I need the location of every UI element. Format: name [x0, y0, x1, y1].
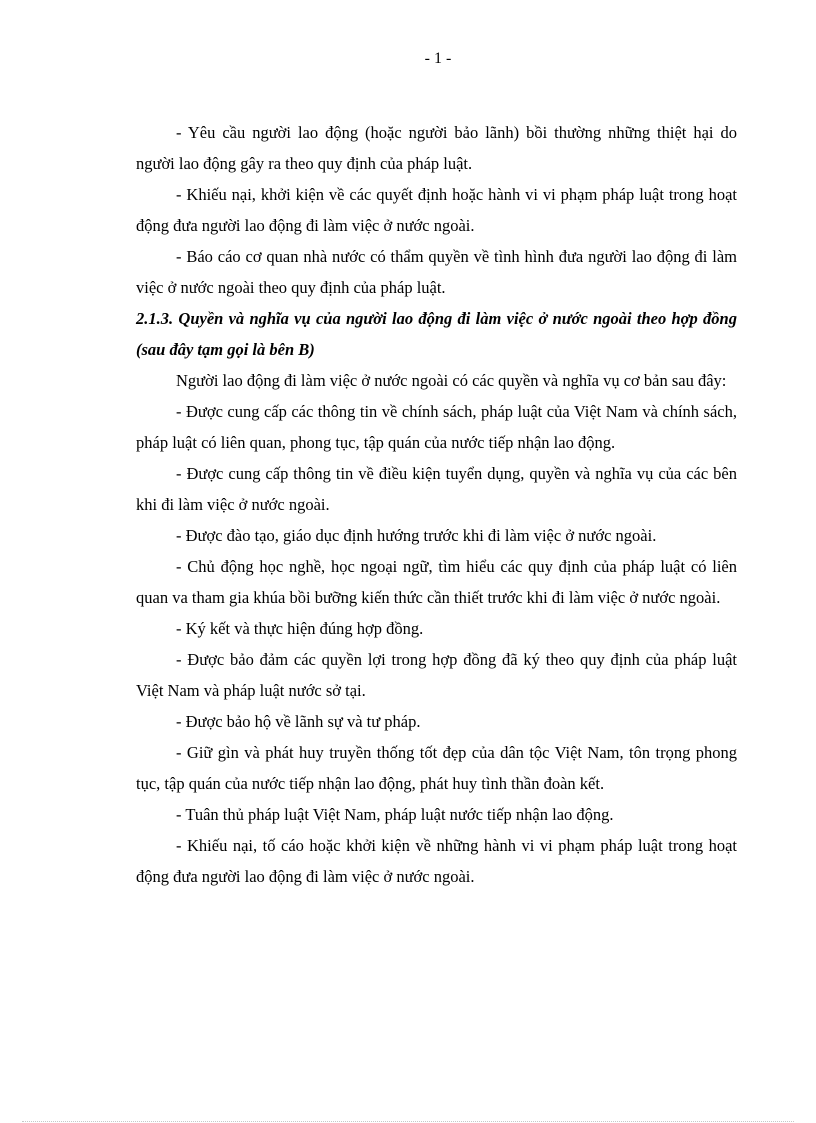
paragraph-right-consular: - Được bảo hộ về lãnh sự và tư pháp.	[176, 712, 421, 731]
page-number: - 1 -	[424, 50, 452, 67]
paragraph-right-training: - Được đào tạo, giáo dục định hướng trước khi đi làm việc ở nước ngoài.	[176, 526, 657, 545]
paragraph-duty-law: - Tuân thủ pháp luật Việt Nam, pháp luật nước tiếp nhận lao động.	[176, 805, 614, 824]
paragraph-right-policy-info: - Được cung cấp các thông tin về chính sách, pháp luật của Việt Nam và chính sách, pháp luật có liên quan, phong tục, tập quán của nước tiếp nhận lao động.	[136, 402, 737, 452]
paragraph-intro: Người lao động đi làm việc ở nước ngoài có các quyền và nghĩa vụ cơ bản sau đây:	[176, 371, 727, 390]
paragraph-duty-learning: - Chủ động học nghề, học ngoại ngữ, tìm hiểu các quy định của pháp luật có liên quan va tham gia khúa bồi bưỡng kiến thức cần thiết trước khi đi làm việc ở nước ngoài.	[136, 557, 737, 607]
paragraph-employer-complaint: - Khiếu nại, khởi kiện về các quyết định hoặc hành vi vi phạm pháp luật trong hoạt động đưa người lao động đi làm việc ở nước ngoài.	[136, 185, 737, 235]
paragraph-duty-tradition: - Giữ gìn và phát huy truyền thống tốt đẹp của dân tộc Việt Nam, tôn trọng phong tục, tập quán của nước tiếp nhận lao động, phát huy tình thần đoàn kết.	[136, 743, 737, 793]
paragraph-duty-contract: - Ký kết và thực hiện đúng hợp đồng.	[176, 619, 424, 638]
paragraph-right-complaint: - Khiếu nại, tố cáo hoặc khởi kiện về những hành vi vi phạm pháp luật trong hoạt động đưa người lao động đi làm việc ở nước ngoài.	[136, 836, 737, 886]
paragraph-employer-compensation: - Yêu cầu người lao động (hoặc người bảo lãnh) bồi thường những thiệt hại do người lao động gây ra theo quy định của pháp luật.	[136, 123, 737, 173]
section-heading: 2.1.3. Quyền và nghĩa vụ của người lao động đi làm việc ở nước ngoài theo hợp đồng (sau đây tạm gọi là bên B)	[136, 309, 737, 359]
page-bottom-divider	[22, 1121, 794, 1122]
paragraph-right-recruitment-info: - Được cung cấp thông tin về điều kiện tuyển dụng, quyền và nghĩa vụ của các bên khi đi làm việc ở nước ngoài.	[136, 464, 737, 514]
document-body	[136, 117, 737, 892]
paragraph-employer-report: - Báo cáo cơ quan nhà nước có thẩm quyền về tình hình đưa người lao động đi làm việc ở nước ngoài theo quy định của pháp luật.	[136, 247, 737, 297]
paragraph-right-benefits: - Được bảo đảm các quyền lợi trong hợp đồng đã ký theo quy định của pháp luật Việt Nam và pháp luật nước sở tại.	[136, 650, 737, 700]
